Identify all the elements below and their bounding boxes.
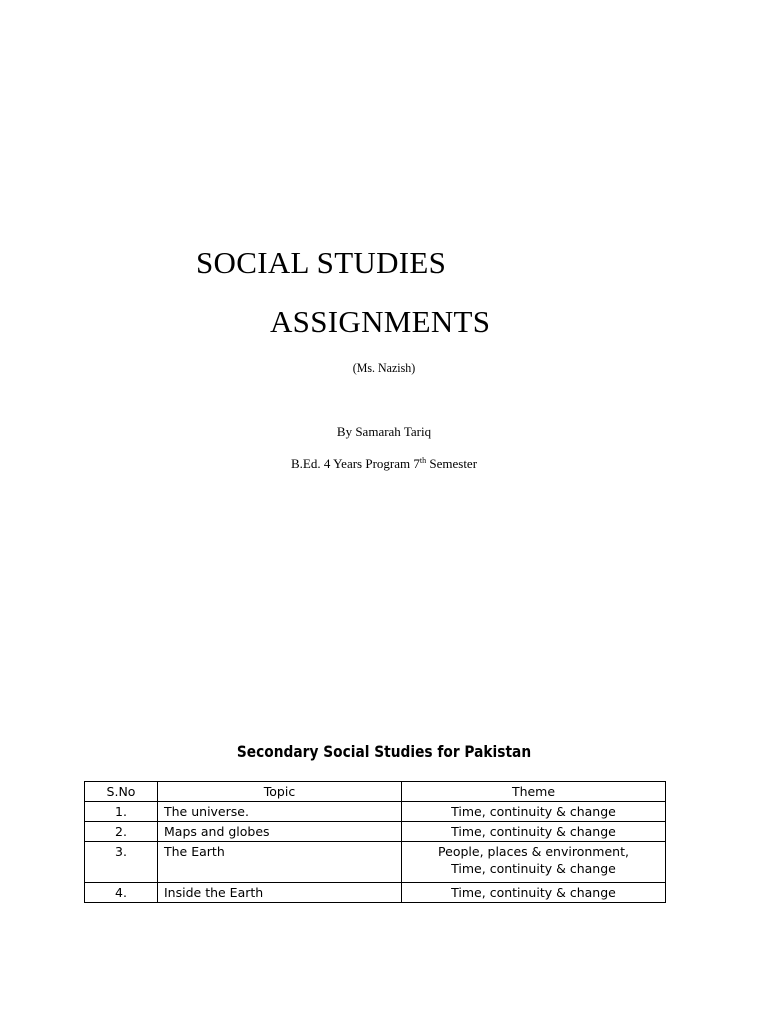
cell-topic: The universe. — [158, 802, 402, 822]
cell-theme — [402, 883, 666, 903]
table-row — [85, 802, 666, 822]
title-line-1: SOCIAL STUDIES — [196, 245, 447, 280]
header-theme: Theme — [402, 782, 666, 802]
cell-sno: 1. — [85, 802, 158, 822]
cell-sno: 4. — [85, 883, 158, 903]
cell-theme-line: People, places & environment, — [438, 844, 629, 859]
cell-sno: 2. — [85, 822, 158, 842]
cell-theme-line: Time, continuity & change — [451, 804, 616, 819]
cell-theme-line: Time, continuity & change — [451, 861, 616, 876]
header-topic: Topic — [158, 782, 402, 802]
program-suffix: Semester — [426, 456, 478, 471]
cell-sno: 3. — [85, 842, 158, 883]
program-superscript: th — [419, 456, 427, 465]
cell-theme-line: Time, continuity & change — [451, 824, 616, 839]
cell-theme — [402, 802, 666, 822]
header-sno: S.No — [85, 782, 158, 802]
cell-theme — [402, 822, 666, 842]
table-row — [85, 842, 666, 883]
table-heading: Secondary Social Studies for Pakistan — [236, 742, 532, 761]
table-header-row — [85, 782, 666, 802]
table-row — [85, 822, 666, 842]
cell-theme — [402, 842, 666, 883]
teacher-name: (Ms. Nazish) — [352, 360, 416, 375]
program-line — [0, 456, 768, 472]
cell-theme-line: Time, continuity & change — [451, 885, 616, 900]
cell-topic: Inside the Earth — [158, 883, 402, 903]
author-line: By Samarah Tariq — [336, 424, 432, 439]
syllabus-table — [84, 781, 666, 903]
table-row — [85, 883, 666, 903]
program-prefix: B.Ed. 4 Years Program 7 — [290, 456, 420, 471]
cell-topic: The Earth — [158, 842, 402, 883]
title-line-2: ASSIGNMENTS — [270, 304, 491, 339]
cell-topic: Maps and globes — [158, 822, 402, 842]
